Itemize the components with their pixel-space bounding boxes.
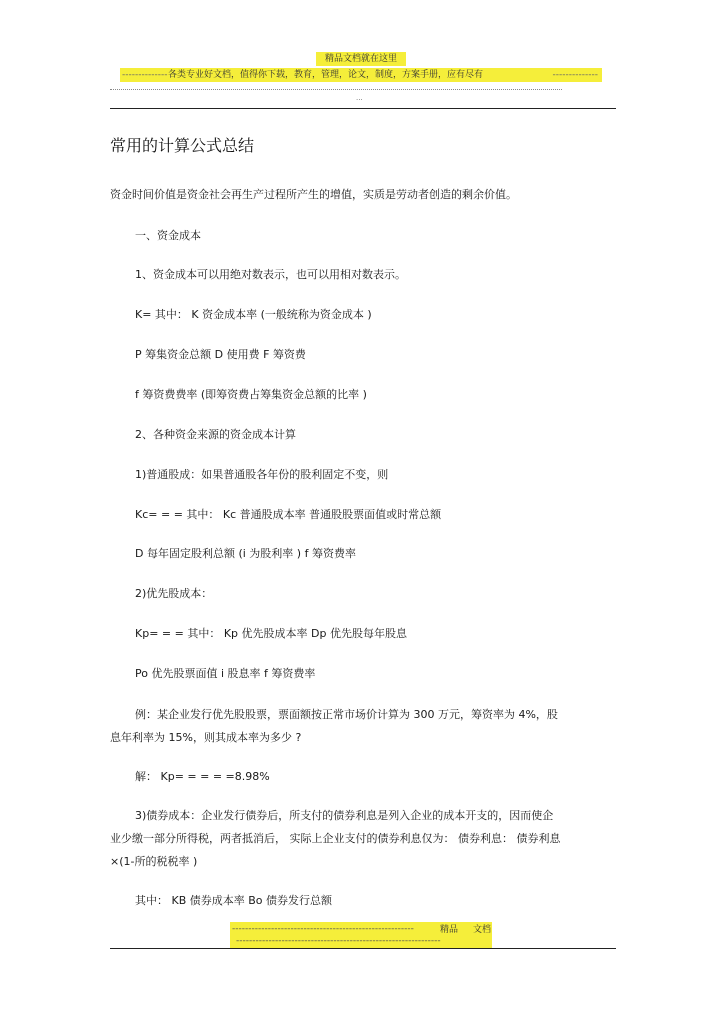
paragraph: 资金时间价值是资金社会再生产过程所产生的增值，实质是劳动者创造的剩余价值。 <box>110 188 517 201</box>
banner-text: 各类专业好文档，值得你下载，教育，管理，论文，制度，方案手册，应有尽有 <box>168 70 484 80</box>
document-title: 常用的计算公式总结 <box>110 136 255 155</box>
banner-title: 精品文档就在这里 <box>316 52 406 66</box>
banner-right-dashes: -------------- <box>552 70 598 80</box>
paragraph: 业少缴一部分所得税，两者抵消后， 实际上企业支付的债券利息仅为： 债券利息： 债券利息 <box>110 832 561 845</box>
footer-label-jingpin: 精品 <box>440 925 459 935</box>
footer-dashes-top: -------------------------------------------------------- <box>232 924 414 934</box>
footer-label-wendang: 文档 <box>473 925 492 935</box>
formula-line: Kc= = = 其中： Kc 普通股成本率 普通股股票面值或时常总额 <box>135 508 442 521</box>
paragraph: 其中： KB 债券成本率 Bo 债券发行总额 <box>135 894 333 907</box>
section-heading: 2、各种资金来源的资金成本计算 <box>135 428 296 441</box>
header-rule <box>110 108 616 109</box>
paragraph: D 每年固定股利总额 (i 为股利率 ) f 筹资费率 <box>135 547 356 560</box>
section-heading: 一、资金成本 <box>135 229 201 242</box>
paragraph: 3)债券成本：企业发行债券后，所支付的债券利息是列入企业的成本开支的，因而使企 <box>135 809 554 822</box>
paragraph: 1、资金成本可以用绝对数表示，也可以用相对数表示。 <box>135 268 406 281</box>
paragraph: 1)普通股成：如果普通股各年份的股利固定不变，则 <box>135 468 389 481</box>
banner-strip <box>120 68 602 82</box>
footer-dashes-bottom: --------------------------------------------------------------- <box>236 936 441 946</box>
header-dotted-divider <box>110 89 562 90</box>
paragraph: 例：某企业发行优先股股票，票面额按正常市场价计算为 300 万元，筹资率为 4%，股 <box>135 708 558 721</box>
formula-line: K= 其中： K 资金成本率 (一般统称为资金成本 ) <box>135 308 372 321</box>
paragraph: Po 优先股票面值 i 股息率 f 筹资费率 <box>135 667 316 680</box>
paragraph: ×(1-所的税税率 ) <box>110 855 198 868</box>
formula-line: 解： Kp= = = = =8.98% <box>135 770 270 783</box>
banner-left-dashes: -------------- <box>122 70 168 80</box>
paragraph: 息年利率为 15%，则其成本率为多少 ? <box>110 731 302 744</box>
formula-line: Kp= = = 其中： Kp 优先股成本率 Dp 优先股每年股息 <box>135 627 407 640</box>
header-dots: ... <box>356 94 363 102</box>
paragraph: 2)优先股成本： <box>135 587 213 600</box>
paragraph: f 筹资费费率 (即筹资费占筹集资金总额的比率 ) <box>135 388 367 401</box>
footer-rule <box>110 948 616 949</box>
paragraph: P 筹集资金总额 D 使用费 F 筹资费 <box>135 348 306 361</box>
